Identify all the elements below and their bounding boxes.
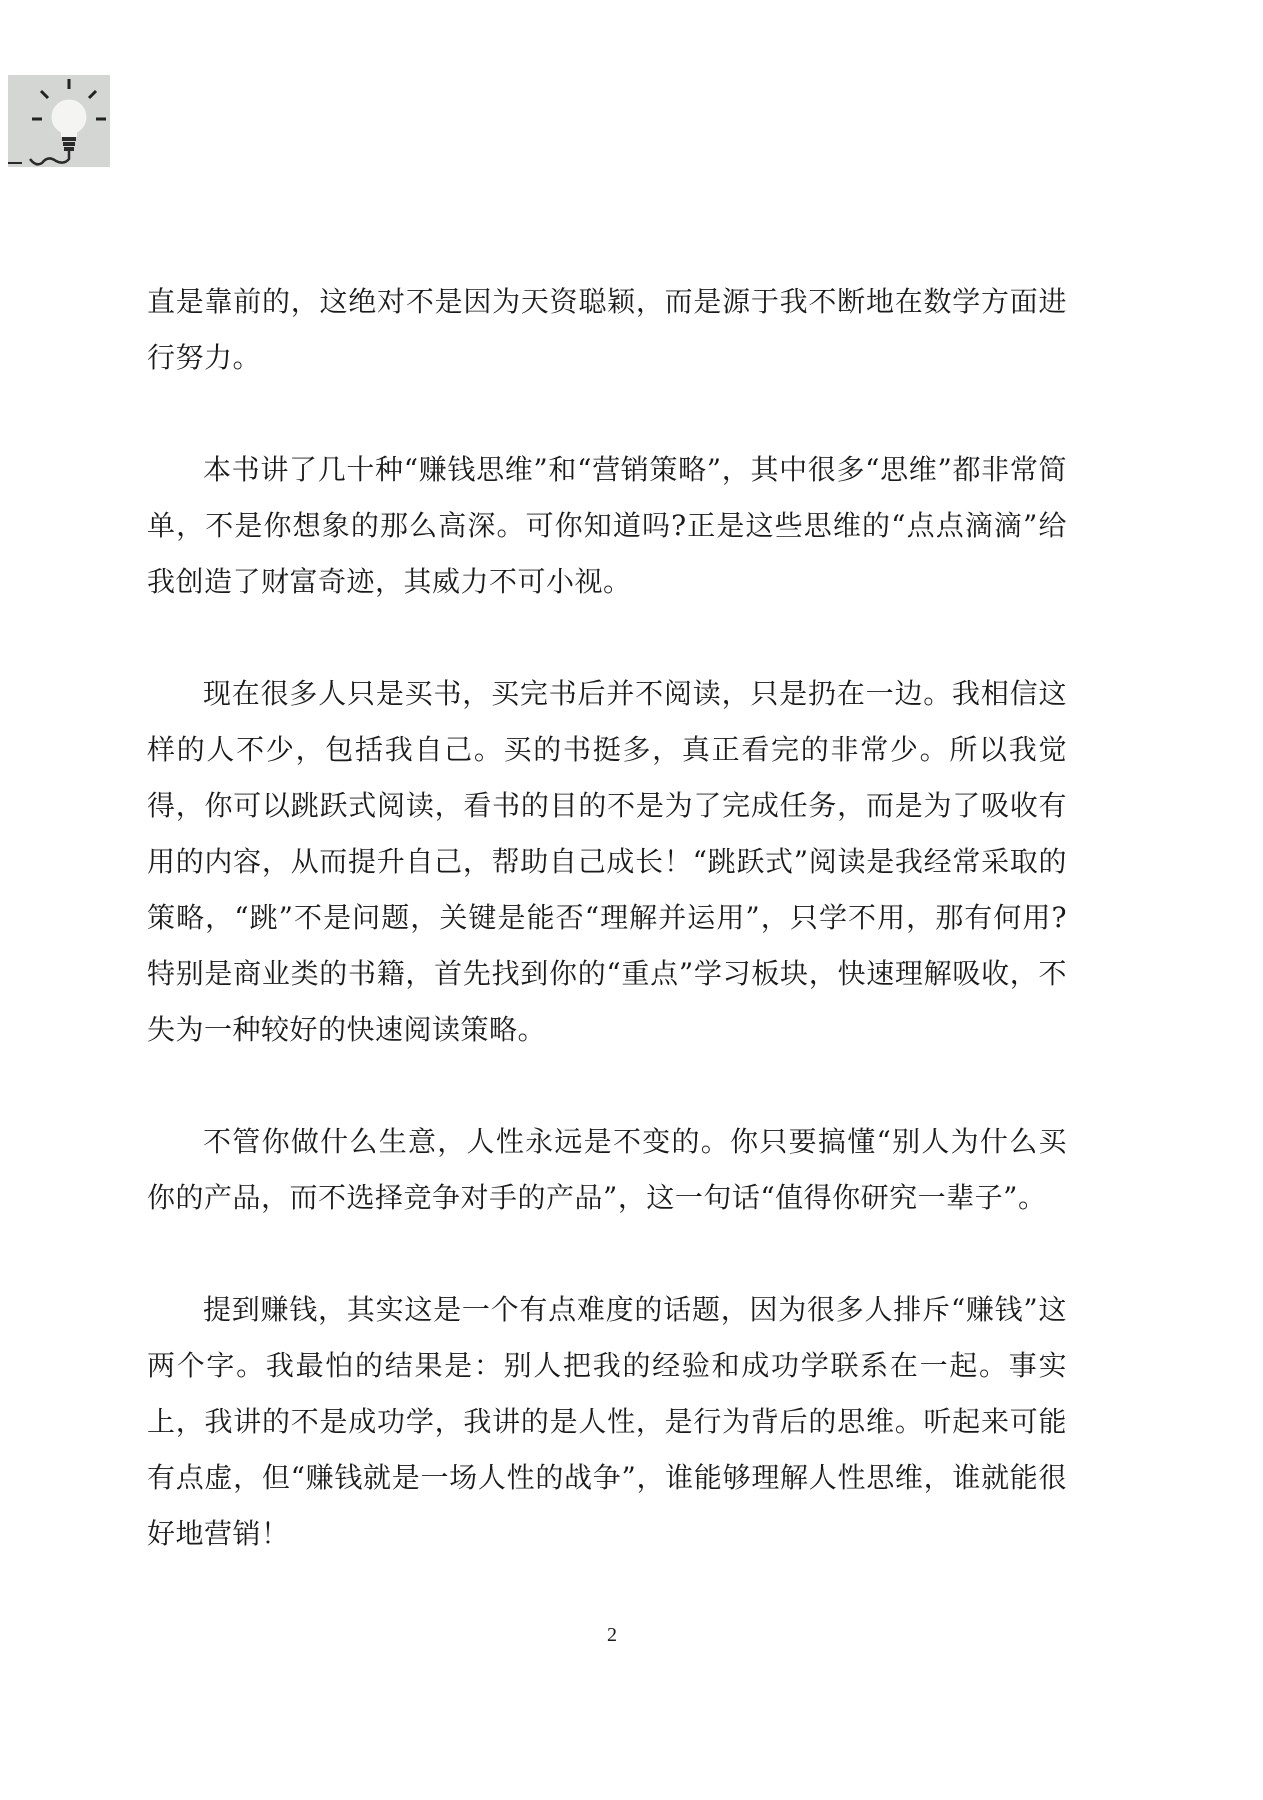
lightbulb-icon xyxy=(8,75,110,167)
page-number: 2 xyxy=(607,1624,617,1646)
paragraph: 提到赚钱，其实这是一个有点难度的话题，因为很多人排斥“赚钱”这两个字。我最怕的结果是：别人把我的经验和成功学联系在一起。事实上，我讲的不是成功学，我讲的是人性，是行为背后的思维。听起来可能有点虚，但“赚钱就是一场人性的战争”，谁能够理解人性思维，谁就能很好地营销！ xyxy=(147,1293,1067,1550)
paragraph: 不管你做什么生意，人性永远是不变的。你只要搞懂“别人为什么买你的产品，而不选择竞争对手的产品”，这一句话“值得你研究一辈子”。 xyxy=(147,1125,1067,1214)
paragraph: 本书讲了几十种“赚钱思维”和“营销策略”，其中很多“思维”都非常简单，不是你想象的那么高深。可你知道吗?正是这些思维的“点点滴滴”给我创造了财富奇迹，其威力不可小视。 xyxy=(147,453,1067,598)
paragraph: 现在很多人只是买书，买完书后并不阅读，只是扔在一边。我相信这样的人不少，包括我自己。买的书挺多，真正看完的非常少。所以我觉得，你可以跳跃式阅读，看书的目的不是为了完成任务，而是为了吸收有用的内容，从而提升自己，帮助自己成长！“跳跃式”阅读是我经常采取的策略，“跳”不是问题，关键是能否“理解并运用”，只学不用，那有何用?特别是商业类的书籍，首先找到你的“重点”学习板块，快速理解吸收，不失为一种较好的快速阅读策略。 xyxy=(147,677,1067,1046)
paragraph: 直是靠前的，这绝对不是因为天资聪颖，而是源于我不断地在数学方面进行努力。 xyxy=(147,285,1067,374)
body-text xyxy=(147,274,1067,1562)
